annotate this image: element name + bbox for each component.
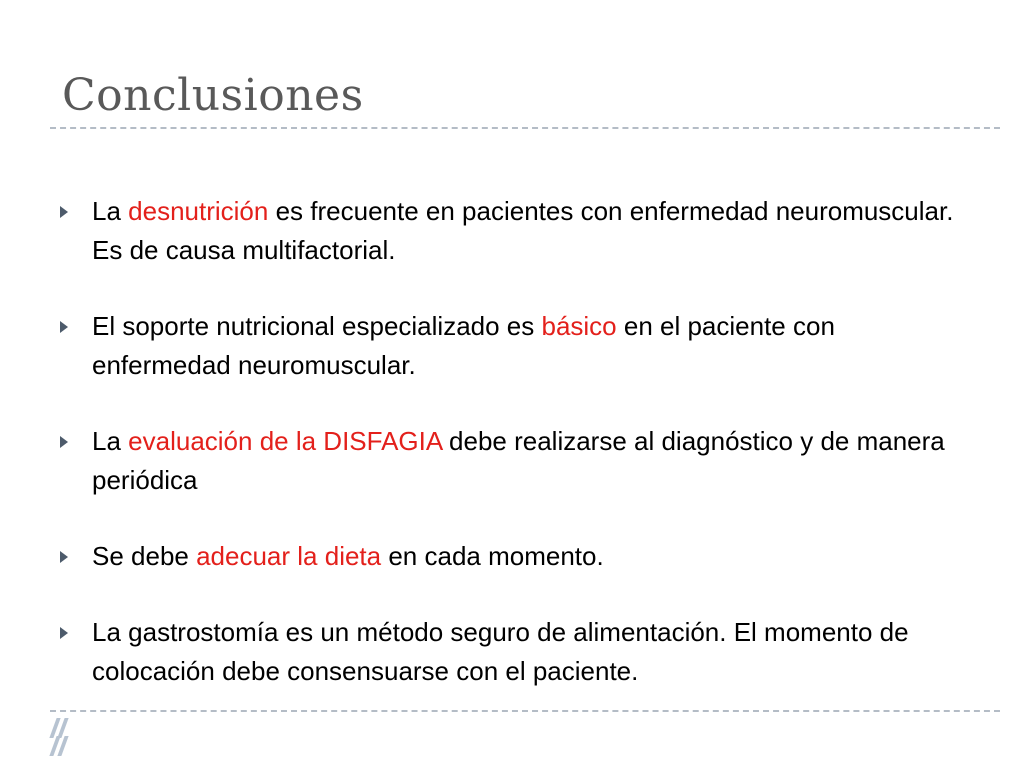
bullet-highlight: adecuar la dieta (196, 541, 382, 571)
bullet-text-part: en el paciente con enfermedad neuromuscular. (92, 311, 835, 380)
bullet-item (58, 422, 958, 500)
triangle-right-icon (60, 627, 68, 639)
bullet-highlight: básico (541, 311, 617, 341)
slash-lines-icon (49, 714, 69, 754)
bullet-text-part: La gastrostomía es un método seguro de alimentación. El momento de colocación debe consensuarse con el paciente. (92, 617, 909, 686)
bullet-highlight: evaluación de la (128, 426, 324, 456)
bullet-highlight: desnutrición (128, 196, 269, 226)
bullet-list (58, 192, 958, 728)
bullet-text-part: El soporte nutricional especializado es (92, 311, 542, 341)
bullet-text-part: es frecuente en pacientes con enfermedad neuromuscular. Es de causa multifactorial. (92, 196, 954, 265)
triangle-right-icon (60, 206, 68, 218)
bullet-text-part: debe realizarse al diagnóstico y de manera periódica (92, 426, 945, 495)
bullet-item (58, 613, 958, 691)
slide-title: Conclusiones (62, 70, 364, 121)
triangle-right-icon (60, 551, 68, 563)
bullet-item (58, 307, 958, 385)
bullet-text-part: La (92, 196, 129, 226)
bullet-item (58, 537, 958, 576)
bullet-text-part: La (92, 426, 129, 456)
bullet-item (58, 192, 958, 270)
bullet-text-part: en cada momento. (381, 541, 604, 571)
title-divider (50, 127, 1000, 129)
footer-divider (50, 710, 1000, 712)
triangle-right-icon (60, 321, 68, 333)
bullet-highlight: DISFAGIA (323, 426, 442, 456)
triangle-right-icon (60, 436, 68, 448)
bullet-text-part: Se debe (92, 541, 197, 571)
